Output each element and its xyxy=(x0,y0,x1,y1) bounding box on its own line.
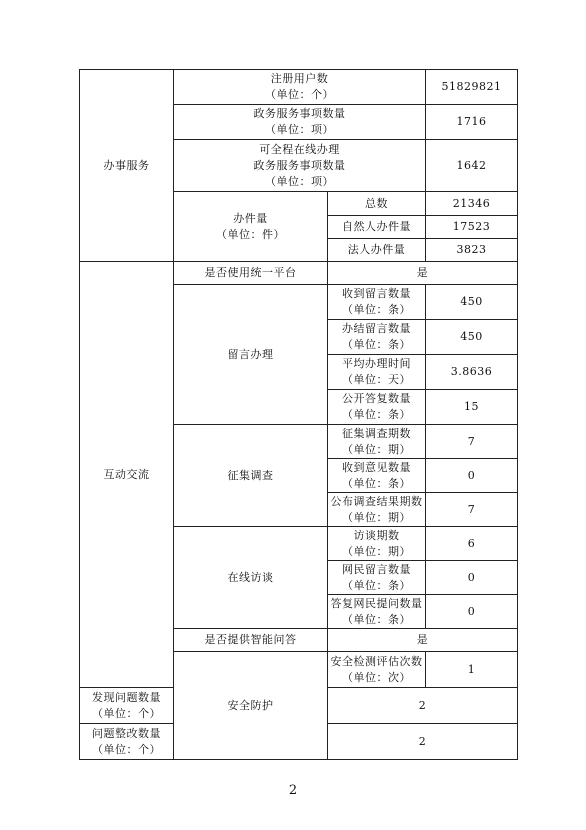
cases-legal-value: 3823 xyxy=(426,239,518,262)
category-interaction: 互动交流 xyxy=(80,262,174,688)
survey-periods-label: 征集调查期数 （单位：期） xyxy=(328,425,426,459)
cases-legal-label: 法人办件量 xyxy=(328,239,426,262)
messages-label: 留言办理 xyxy=(174,285,328,425)
cases-natural-label: 自然人办件量 xyxy=(328,216,426,239)
interview-netizen-msgs-label: 网民留言数量 （单位：条） xyxy=(328,561,426,595)
unified-platform-value: 是 xyxy=(328,262,518,285)
cases-total-value: 21346 xyxy=(426,192,518,216)
interview-netizen-msgs-value: 0 xyxy=(426,561,518,595)
cases-total-label: 总数 xyxy=(328,192,426,216)
interview-answers-value: 0 xyxy=(426,595,518,629)
messages-received-value: 450 xyxy=(426,285,518,320)
registered-users-label: 注册用户数 （单位：个） xyxy=(174,70,426,105)
table-row xyxy=(80,70,518,105)
category-security: 安全防护 xyxy=(174,652,328,760)
problems-found-value: 2 xyxy=(328,688,518,724)
cases-natural-value: 17523 xyxy=(426,216,518,239)
interview-periods-label: 访谈期数 （单位：期） xyxy=(328,527,426,561)
survey-opinions-label: 收到意见数量 （单位：条） xyxy=(328,459,426,493)
messages-received-label: 收到留言数量 （单位：条） xyxy=(328,285,426,320)
messages-public-replies-value: 15 xyxy=(426,390,518,425)
messages-public-replies-label: 公开答复数量 （单位：条） xyxy=(328,390,426,425)
survey-periods-value: 7 xyxy=(426,425,518,459)
survey-results-label: 公布调查结果期数 （单位：期） xyxy=(328,493,426,527)
interview-periods-value: 6 xyxy=(426,527,518,561)
messages-avg-time-value: 3.8636 xyxy=(426,355,518,390)
problems-fixed-value: 2 xyxy=(328,724,518,760)
service-items-label: 政务服务事项数量 （单位：项） xyxy=(174,105,426,140)
service-items-value: 1716 xyxy=(426,105,518,140)
survey-opinions-value: 0 xyxy=(426,459,518,493)
page-number: 2 xyxy=(288,783,298,798)
messages-completed-label: 办结留言数量 （单位：条） xyxy=(328,320,426,355)
messages-avg-time-label: 平均办理时间 （单位：天） xyxy=(328,355,426,390)
cases-label: 办件量 （单位：件） xyxy=(174,192,328,262)
problems-found-label: 发现问题数量 （单位：个） xyxy=(80,688,174,724)
online-items-label: 可全程在线办理 政务服务事项数量 （单位：项） xyxy=(174,140,426,192)
registered-users-value: 51829821 xyxy=(426,70,518,105)
smart-qa-value: 是 xyxy=(328,629,518,652)
unified-platform-label: 是否使用统一平台 xyxy=(174,262,328,285)
statistics-table xyxy=(79,69,518,760)
assessments-value: 1 xyxy=(426,652,518,688)
survey-label: 征集调查 xyxy=(174,425,328,527)
assessments-label: 安全检测评估次数 （单位：次） xyxy=(328,652,426,688)
survey-results-value: 7 xyxy=(426,493,518,527)
interview-label: 在线访谈 xyxy=(174,527,328,629)
problems-fixed-label: 问题整改数量 （单位：个） xyxy=(80,724,174,760)
interview-answers-label: 答复网民提问数量 （单位：条） xyxy=(328,595,426,629)
messages-completed-value: 450 xyxy=(426,320,518,355)
table-row xyxy=(80,262,518,285)
online-items-value: 1642 xyxy=(426,140,518,192)
smart-qa-label: 是否提供智能问答 xyxy=(174,629,328,652)
category-service: 办事服务 xyxy=(80,70,174,262)
